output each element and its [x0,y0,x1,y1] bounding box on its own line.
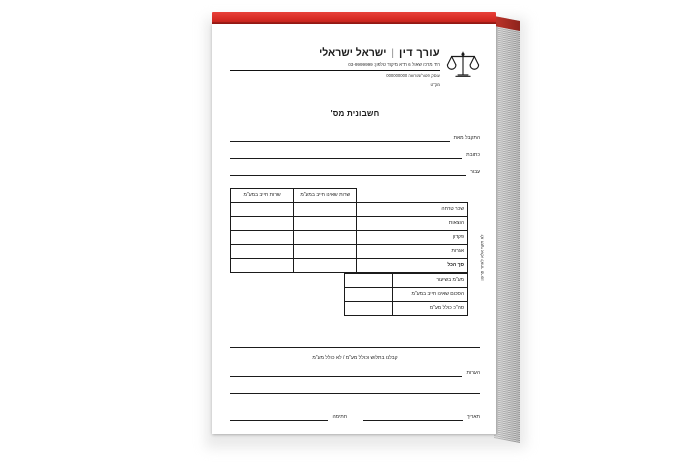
row-cell-total-exempt[interactable] [294,258,357,272]
table-row [231,216,468,230]
validity-note [468,188,484,281]
row-label-total: סך הכל [357,258,468,272]
summary-value-exempt-amount[interactable] [345,287,393,301]
firm-catalog-number: מק"ט [430,82,440,88]
row-cell-expenses-taxable[interactable] [231,216,294,230]
note-blank-line-1[interactable] [230,338,480,348]
letterhead-text [230,46,440,89]
summary-label-exempt-amount: הסכום שאינו חייב במע"מ [393,287,468,301]
field-input-address[interactable] [230,151,462,159]
vat-summary [230,273,480,316]
firm-tax-id: עוסק פטור/מורשה 000000000 [386,73,440,79]
invoice-content [230,46,484,420]
table-header-row [231,188,468,202]
firm-name: ישראל ישראלי [319,47,387,59]
field-row-for [230,168,480,176]
field-label-for: עבור [470,168,480,175]
payment-method-note: קבלנו בתלוש וכולל מע"מ / לא כולל מע"מ [312,354,398,361]
pad-sheet-edges [494,16,520,443]
row-label-fees: אגרות [357,244,468,258]
row-cell-deposit-taxable[interactable] [231,230,294,244]
summary-row [345,287,468,301]
row-cell-deposit-exempt[interactable] [294,230,357,244]
letterhead [230,46,480,89]
row-label-fee: שכר טרחה [357,202,468,216]
firm-address: רח' מרכז שאול 6 ת"א מיקוד טלפון: 03-9999999 [230,62,440,72]
row-cell-fee-taxable[interactable] [231,202,294,216]
signature-input[interactable] [230,412,328,421]
field-row-address [230,151,480,159]
vat-summary-table [344,273,468,316]
table-header-taxable: שרות חייב במע"מ [231,188,294,202]
invoice-sheet [212,24,496,434]
row-cell-fee-exempt[interactable] [294,202,357,216]
field-input-for[interactable] [230,168,466,176]
date-field [363,412,480,421]
row-cell-expenses-exempt[interactable] [294,216,357,230]
summary-row [345,273,468,287]
firm-separator: | [391,48,395,59]
charges-table [230,188,468,273]
firm-identity-line [230,47,440,59]
summary-label-grand-total: סה"כ כולל מע"מ [393,301,468,315]
row-cell-total-taxable[interactable] [231,258,294,272]
row-label-deposit: פקדון [357,230,468,244]
field-row-received-from [230,134,480,142]
row-cell-fees-exempt[interactable] [294,244,357,258]
summary-row [345,301,468,315]
field-label-address: כתובת [466,151,480,158]
signature-row [230,412,480,421]
remarks-label: הערות [466,369,480,376]
field-label-received-from: התקבל מאת [453,134,480,141]
date-input[interactable] [363,412,463,421]
row-cell-fees-taxable[interactable] [231,244,294,258]
table-row-total [231,258,468,272]
pad-top-binding-strip [212,12,496,24]
document-title: חשבונית מס' [330,108,380,118]
validity-note-text: לא תקף אלא לאחר פרעון [479,234,484,281]
remarks-input[interactable] [230,368,462,377]
row-label-expenses: הוצאות [357,216,468,230]
summary-label-vat-rate: מע"מ בשיעור [393,273,468,287]
table-row [231,230,468,244]
date-label: תאריך [466,413,480,420]
signature-field [230,412,347,421]
table-row [231,244,468,258]
recipient-fields [230,134,480,176]
field-input-received-from[interactable] [230,134,450,142]
summary-value-vat-rate[interactable] [345,273,393,287]
scales-of-justice-icon [446,48,480,82]
table-header-exempt: שרות שאינו חייב במע"מ [294,188,357,202]
pad-stack-side [494,16,520,443]
table-header-description [357,188,468,202]
firm-title: עורך דין [399,47,440,59]
signature-label: חתימה [332,413,347,420]
table-row [231,202,468,216]
summary-value-grand-total[interactable] [345,301,393,315]
remarks-row [230,368,480,377]
footer-notes [230,338,480,394]
note-blank-line-2[interactable] [230,384,480,394]
